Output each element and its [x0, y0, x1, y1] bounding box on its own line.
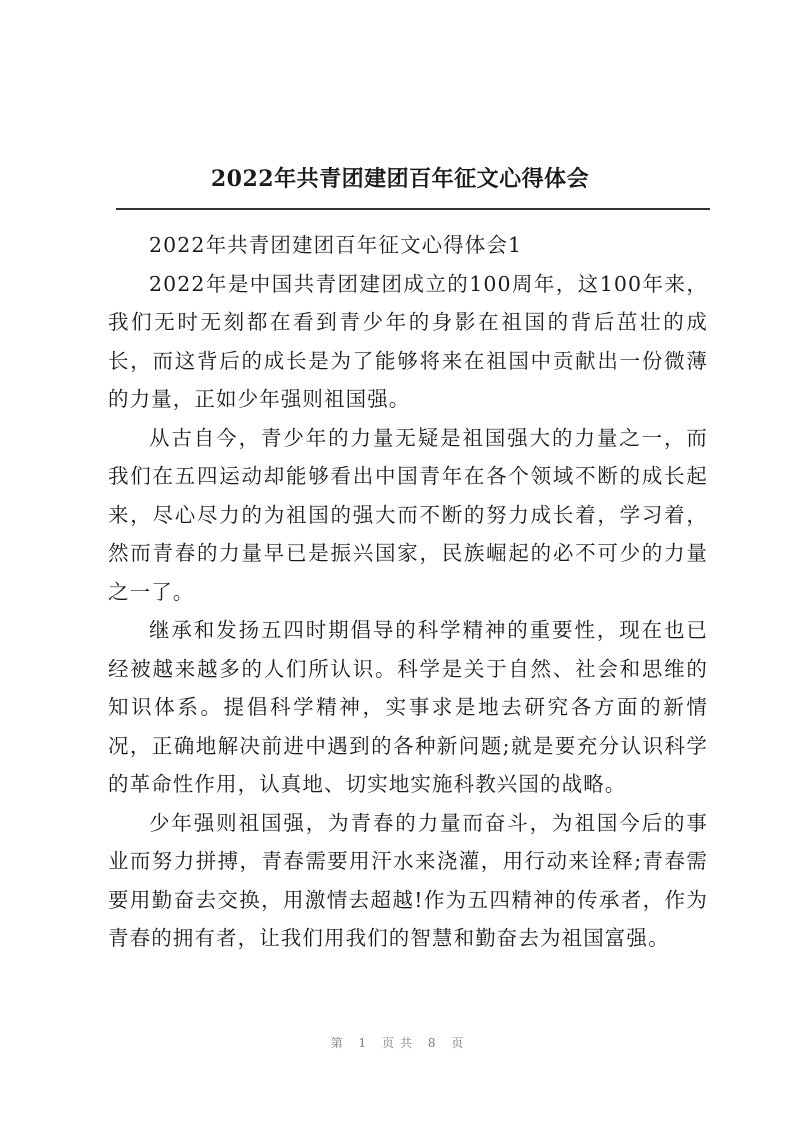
paragraph: 从古自今，青少年的力量无疑是祖国强大的力量之一，而我们在五四运动却能够看出中国青年在各个领域不断的成长起来，尽心尽力的为祖国的强大而不断的努力成长着，学习着，然而青春的力量早已是振兴国家，民族崛起的必不可少的力量之一了。	[108, 425, 708, 604]
document-body	[108, 226, 708, 958]
paragraph-subtitle: 2022年共青团建团百年征文心得体会1	[149, 233, 523, 257]
paragraph: 少年强则祖国强，为青春的力量而奋斗，为祖国今后的事业而努力拼搏，青春需要用汗水来浇灌，用行动来诠释;青春需要用勤奋去交换，用激情去超越!作为五四精神的传承者，作为青春的拥有者，让我们用我们的智慧和勤奋去为祖国富强。	[108, 810, 708, 950]
paragraph: 继承和发扬五四时期倡导的科学精神的重要性，现在也已经被越来越多的人们所认识。科学是关于自然、社会和思维的知识体系。提倡科学精神，实事求是地去研究各方面的新情况，正确地解决前进中遇到的各种新问题;就是要充分认识科学的革命性作用，认真地、切实地实施科教兴国的战略。	[108, 618, 708, 796]
paragraph: 2022年是中国共青团建团成立的100周年，这100年来，我们无时无刻都在看到青少年的身影在祖国的背后茁壮的成长，而这背后的成长是为了能够将来在祖国中贡献出一份微薄的力量，正如少年强则祖国强。	[108, 271, 708, 411]
page-number-footer: 第 1 页共 8 页	[330, 1036, 470, 1050]
document-title: 2022年共青团建团百年征文心得体会	[210, 166, 590, 192]
title-divider	[116, 208, 710, 210]
